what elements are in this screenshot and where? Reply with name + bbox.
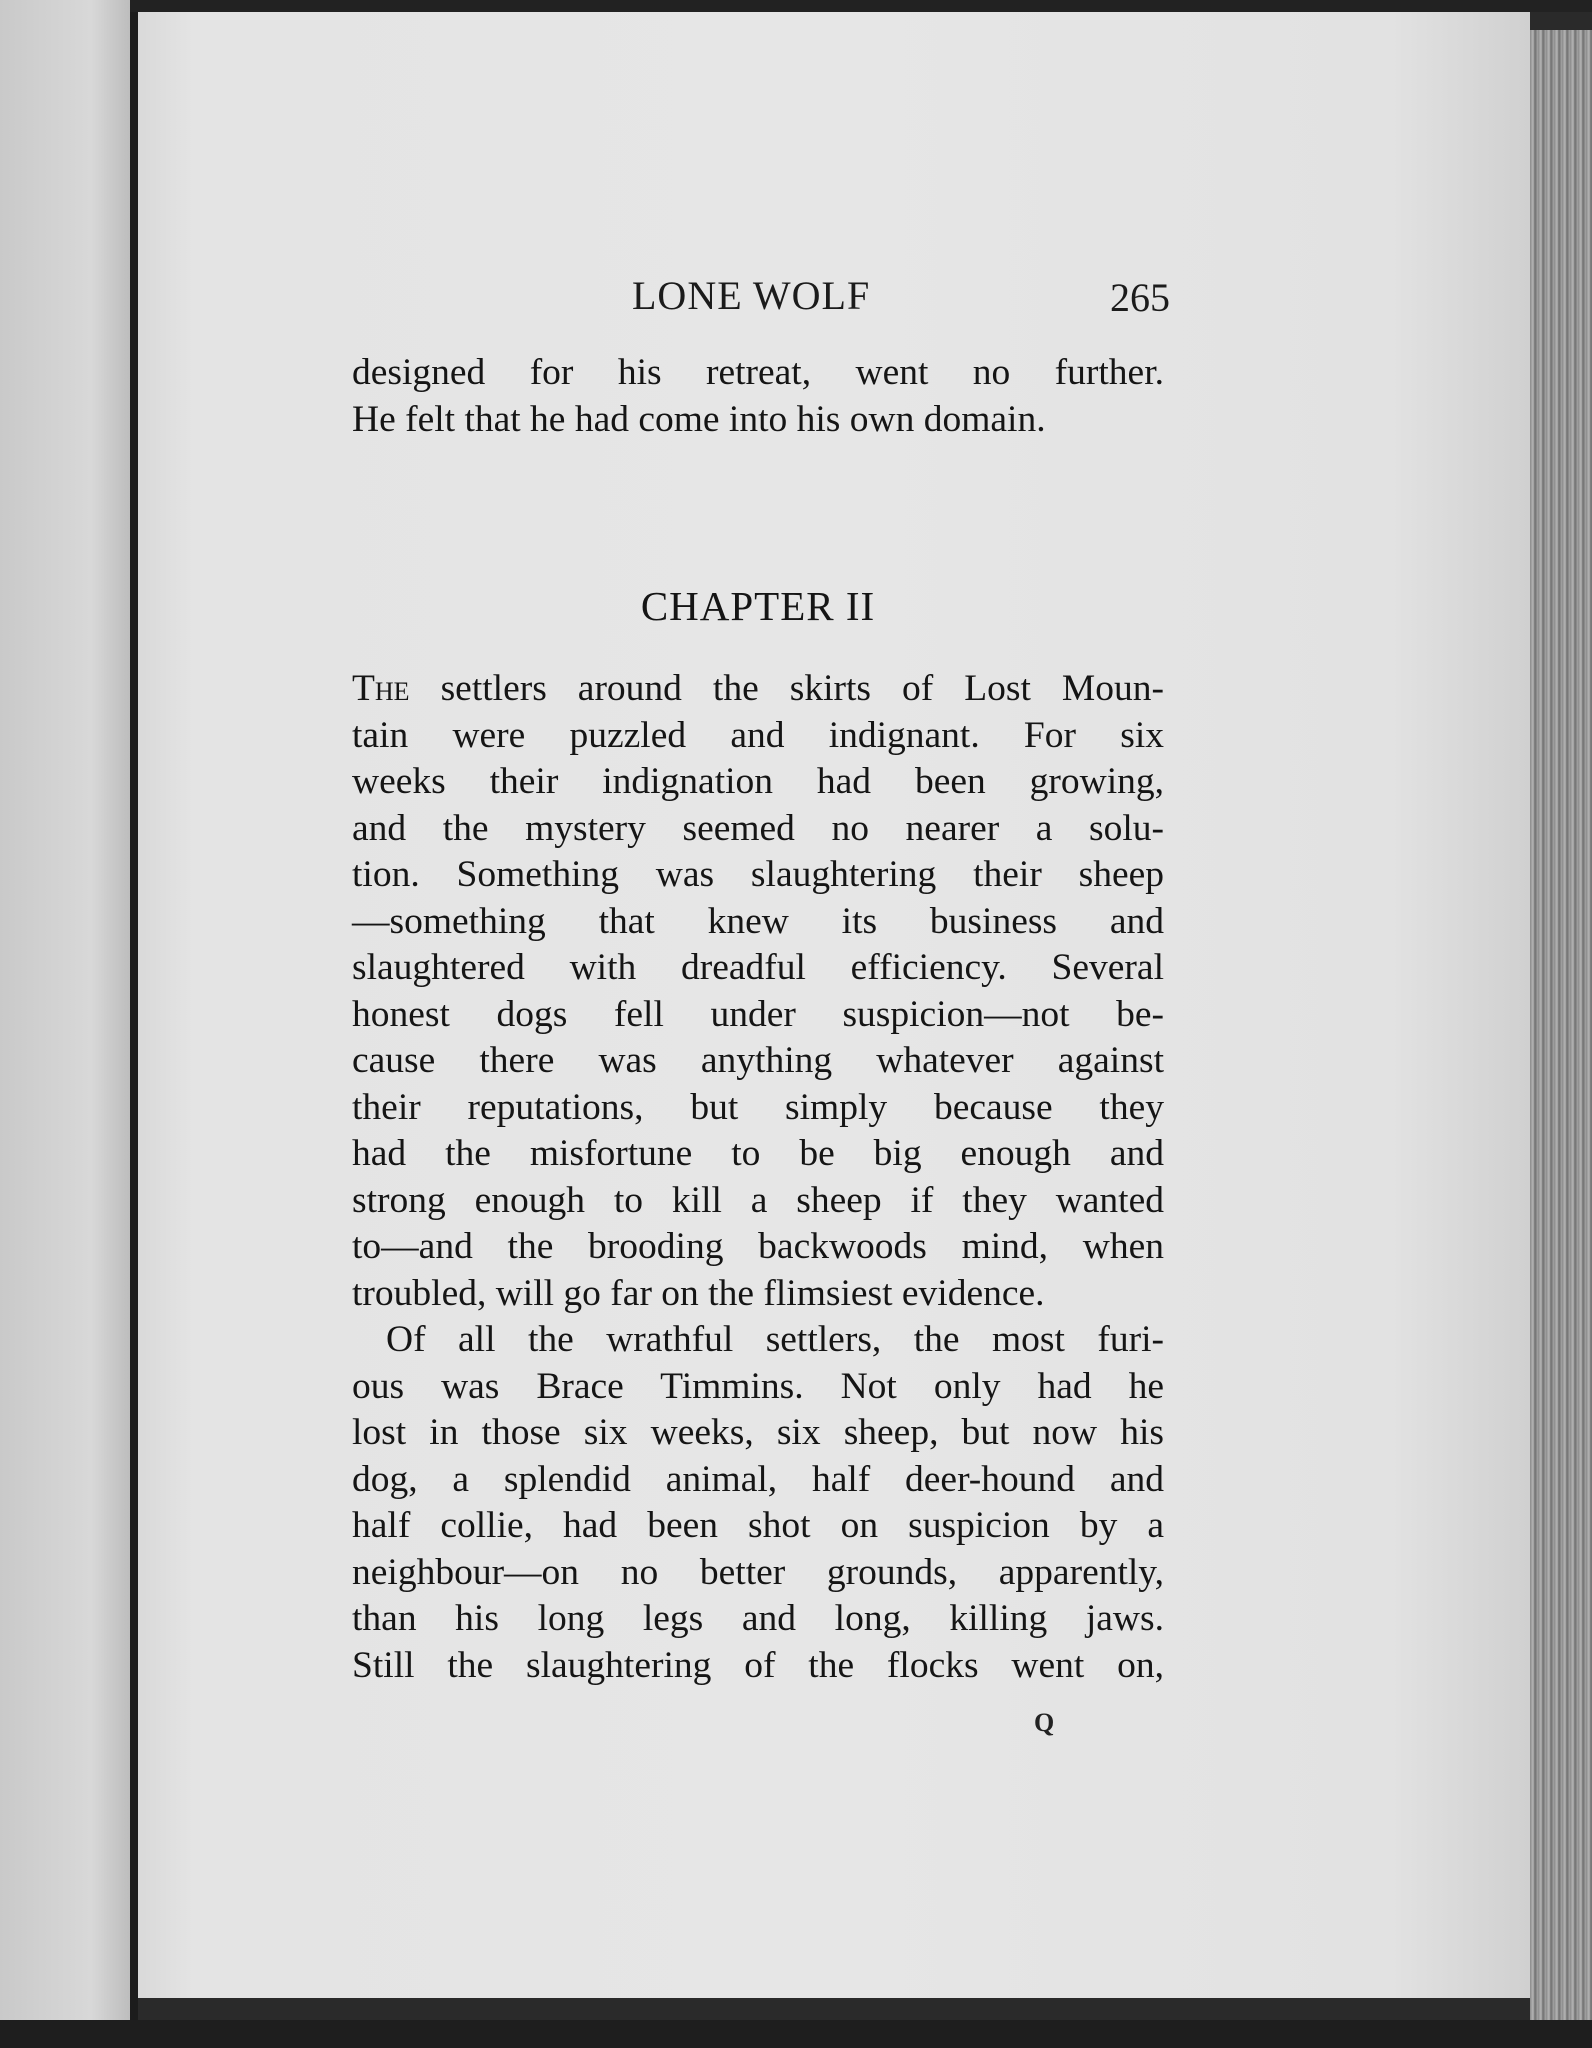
- text-line: Still the slaughtering of the flocks went on,: [352, 1644, 1164, 1686]
- text-line: to—and the brooding backwoods mind, when: [352, 1226, 1164, 1267]
- text-line: dog, a splendid animal, half deer-hound and: [352, 1458, 1164, 1500]
- text-line: and the mystery seemed no nearer a solu-: [352, 807, 1164, 849]
- text-line: lost in those six weeks, six sheep, but now his: [352, 1412, 1164, 1453]
- text-line: slaughtered with dreadful efficiency. Several: [352, 947, 1164, 988]
- first-line-rest: settlers around the skirts of Lost Moun-: [440, 668, 1164, 709]
- page-number: 265: [1110, 275, 1170, 320]
- text-line: than his long legs and long, killing jaws.: [352, 1598, 1164, 1639]
- top-shadow: [130, 0, 1592, 12]
- text-line: designed for his retreat, went no further.: [352, 352, 1164, 393]
- text-line: He felt that he had come into his own domain.: [352, 398, 1046, 440]
- text-line: strong enough to kill a sheep if they wanted: [352, 1179, 1164, 1221]
- text-line: neighbour—on no better grounds, apparently,: [352, 1551, 1164, 1593]
- text-line: troubled, will go far on the flimsiest evidence.: [352, 1272, 1045, 1314]
- book-gutter: [130, 0, 138, 2048]
- text-line: half collie, had been shot on suspicion by a: [352, 1505, 1164, 1546]
- text-line: —something that knew its business and: [352, 900, 1164, 942]
- chapter-body: [352, 666, 1164, 1689]
- running-title: LONE WOLF: [632, 273, 871, 318]
- page-edges: [1530, 30, 1592, 2020]
- bottom-shadow: [0, 2020, 1592, 2048]
- text-line: tion. Something was slaughtering their sheep: [352, 854, 1164, 895]
- text-line: Of all the wrathful settlers, the most furi-: [386, 1319, 1164, 1360]
- facing-page-edge: [0, 0, 130, 2048]
- text-line: tain were puzzled and indignant. For six: [352, 714, 1164, 756]
- drop-word: The: [352, 668, 410, 709]
- chapter-heading: CHAPTER II: [640, 583, 876, 629]
- text-line: honest dogs fell under suspicion—not be-: [352, 993, 1164, 1035]
- text-line: weeks their indignation had been growing,: [352, 761, 1164, 802]
- text-line: their reputations, but simply because they: [352, 1086, 1164, 1128]
- text-line: had the misfortune to be big enough and: [352, 1133, 1164, 1174]
- text-line: cause there was anything whatever against: [352, 1040, 1164, 1081]
- opening-lines: [352, 350, 1164, 443]
- running-head: [630, 272, 1170, 332]
- signature-mark: Q: [1034, 1708, 1055, 1737]
- text-line: [352, 666, 1164, 713]
- text-line: ous was Brace Timmins. Not only had he: [352, 1365, 1164, 1407]
